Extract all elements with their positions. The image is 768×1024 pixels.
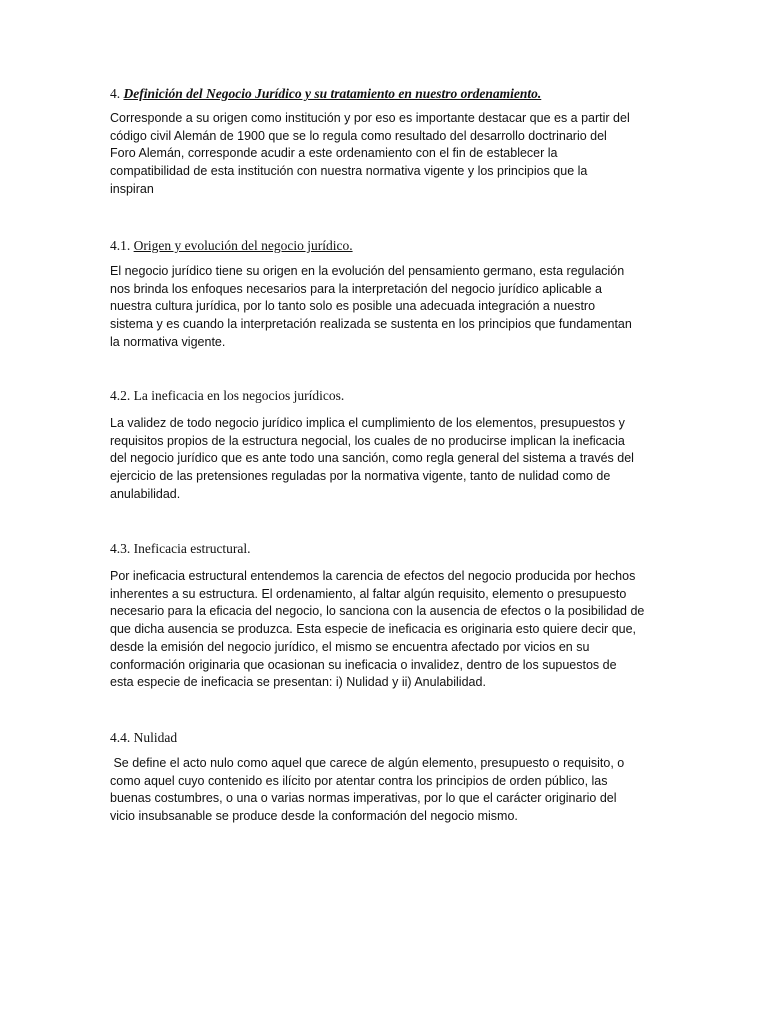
- section-4-1-title: Origen y evolución del negocio jurídico.: [133, 238, 353, 253]
- section-4-heading: [110, 86, 541, 102]
- paragraph-line: El negocio jurídico tiene su origen en la evolución del pensamiento germano, esta regulación: [110, 264, 625, 278]
- paragraph-line: esta especie de ineficacia se presentan: i) Nulidad y ii) Anulabilidad.: [110, 675, 486, 690]
- paragraph-line: desde la emisión del negocio jurídico, el mismo se encuentra afectado por vicios en su: [110, 639, 590, 654]
- section-4-1-number: 4.1.: [110, 238, 134, 253]
- paragraph-line: Corresponde a su origen como institución y por eso es importante destacar que es a partir del: [110, 111, 630, 125]
- paragraph-line: Se define el acto nulo como aquel que carece de algún elemento, presupuesto o requisito, o: [110, 756, 625, 770]
- paragraph-line: ejercicio de las pretensiones reguladas por la normativa vigente, tanto de nulidad como de: [110, 469, 611, 484]
- paragraph-line: compatibilidad de esta institución con nuestra normativa vigente y los principios que la: [110, 164, 588, 179]
- paragraph-line: inherentes a su estructura. El ordenamiento, al faltar algún requisito, elemento o presupuesto: [110, 586, 627, 601]
- section-4-1-paragraph: [110, 263, 632, 352]
- paragraph-line: Foro Alemán, corresponde acudir a este ordenamiento con el fin de establecer la: [110, 146, 558, 161]
- paragraph-line: nos brinda los enfoques necesarios para la interpretación del negocio jurídico aplicable a: [110, 281, 602, 296]
- paragraph-line: como aquel cuyo contenido es ilícito por atentar contra los principios de orden público, las: [110, 773, 608, 788]
- section-4-number: 4.: [110, 86, 124, 101]
- section-4-4-heading: 4.4. Nulidad: [110, 730, 178, 745]
- paragraph-line: del negocio jurídico que es ante todo una sanción, como regla general del sistema a través del: [110, 451, 634, 466]
- section-4-1-heading: [110, 238, 353, 254]
- section-4-paragraph: [110, 110, 630, 199]
- paragraph-line: sistema y es cuando la interpretación realizada se sustenta en los principios que fundamentan: [110, 317, 632, 332]
- section-4-3-paragraph: [110, 568, 644, 692]
- paragraph-line: La validez de todo negocio jurídico implica el cumplimiento de los elementos, presupuestos y: [110, 416, 625, 430]
- paragraph-line: conformación originaria que ocasionan su ineficacia o invalidez, dentro de los supuestos de: [110, 657, 617, 672]
- paragraph-line: Por ineficacia estructural entendemos la carencia de efectos del negocio producida por hechos: [110, 569, 636, 583]
- paragraph-line: la normativa vigente.: [110, 334, 226, 349]
- paragraph-line: vicio insubsanable se produce desde la conformación del negocio mismo.: [110, 809, 518, 824]
- paragraph-line: que dicha ausencia se produzca. Esta especie de ineficacia es originaria esto quiere decir que,: [110, 622, 637, 637]
- section-4-3-heading: 4.3. Ineficacia estructural.: [110, 541, 251, 556]
- paragraph-line: nuestra cultura jurídica, por lo tanto solo es posible una adecuada integración a nuestro: [110, 299, 596, 314]
- paragraph-line: inspiran: [110, 181, 154, 196]
- paragraph-line: requisitos propios de la estructura negocial, los cuales de no producirse implican la ineficacia: [110, 433, 625, 448]
- section-4-2-heading: 4.2. La ineficacia en los negocios jurídicos.: [110, 388, 345, 403]
- paragraph-line: anulabilidad.: [110, 486, 181, 501]
- paragraph-line: necesario para la eficacia del negocio, lo sanciona con la ausencia de efectos o la posibilidad de: [110, 604, 645, 619]
- paragraph-line: código civil Alemán de 1900 que se lo regula como resultado del desarrollo doctrinario del: [110, 128, 607, 143]
- section-4-4-paragraph: [110, 755, 624, 826]
- paragraph-line: buenas costumbres, o una o varias normas imperativas, por lo que el carácter originario del: [110, 791, 617, 806]
- section-4-title: Definición del Negocio Jurídico y su tratamiento en nuestro ordenamiento.: [123, 86, 542, 101]
- section-4-2-paragraph: [110, 415, 634, 504]
